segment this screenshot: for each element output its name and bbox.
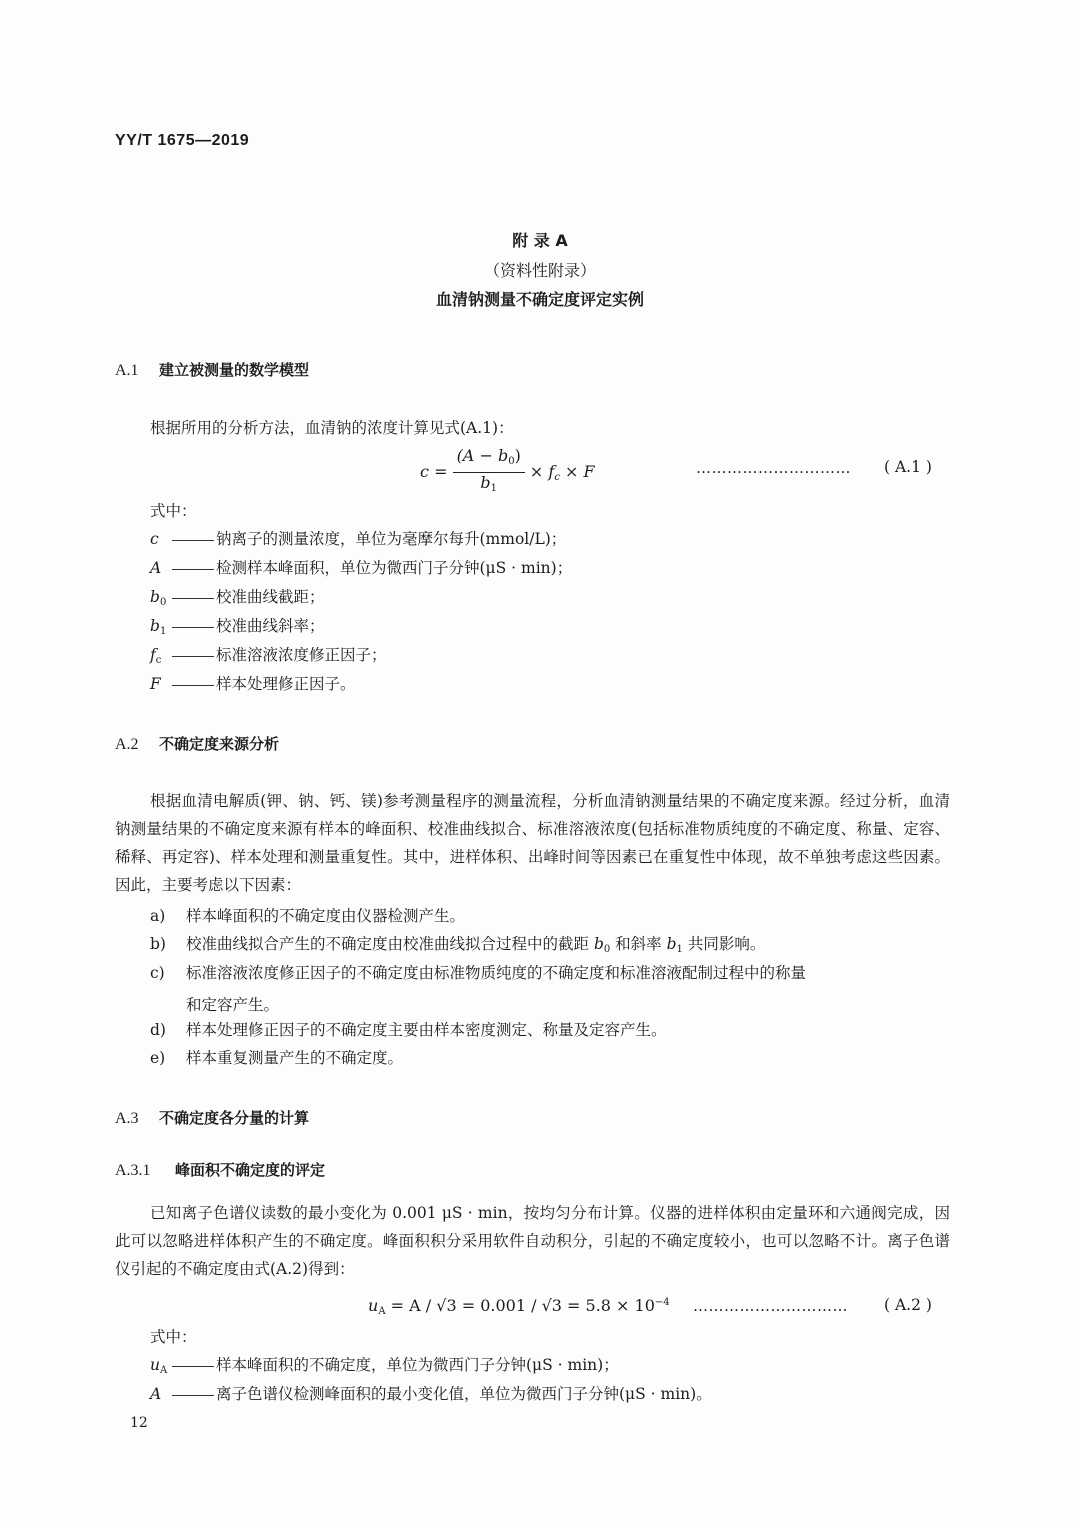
list-item-a [150,902,950,930]
em-dash [172,685,214,686]
subsection-paragraph: 已知离子色谱仪读数的最小变化为 0.001 μS · min，按均匀分布计算。仪器的进样体积由定量环和六通阀完成，因此可以忽略进样体积产生的不确定度。峰面积积分采用软件自动积分，引起的不确定度较小，也可以忽略不计。离子色谱仪引起的不确定度由式(A.2)得到： [115,1204,950,1278]
section-title: 不确定度各分量的计算 [159,1109,310,1127]
variable-description: 样本处理修正因子。 [216,675,356,693]
page-number: 12 [130,1415,148,1431]
section-number: A.3 [115,1110,139,1127]
variable-description: 检测样本峰面积，单位为微西门子分钟(μS · min)； [216,559,573,577]
variable-description: 钠离子的测量浓度，单位为毫摩尔每升(mmol/L)； [216,530,567,548]
list-text: 样本重复测量产生的不确定度。 [186,1049,404,1067]
em-dash [172,540,214,541]
variable-definition [150,614,325,637]
where-label: 式中： [150,502,197,520]
eq-equals: = [434,462,448,481]
standard-number: YY/T 1675—2019 [115,132,250,149]
eq-u: u [368,1296,379,1315]
variable-description: 校准曲线斜率； [216,617,325,635]
list-text: 校准曲线拟合产生的不确定度由校准曲线拟合过程中的截距 [186,935,594,953]
subsection-number: A.3.1 [115,1162,151,1179]
variable-symbol: F [150,675,161,693]
variable-symbol: c [150,530,159,548]
em-dash [172,627,214,628]
section-heading-a2 [115,733,279,754]
appendix-subtitle: （资料性附录） [483,261,596,280]
variable-definition [150,1353,619,1376]
eq-numerator: (A − b [456,446,509,465]
list-label: a) [150,907,166,925]
equation-label: ( A.2 ) [884,1296,932,1314]
section-number: A.1 [115,362,139,379]
variable-description: 校准曲线截距； [216,588,325,606]
section-title: 建立被测量的数学模型 [159,361,310,379]
eq-fraction [453,446,525,499]
em-dash [172,1366,214,1367]
eq-factor-f: × F [565,462,595,481]
equation-a1 [420,446,595,499]
em-dash [172,1395,214,1396]
equation-a2 [368,1296,670,1317]
list-item-b: b) 校准曲线拟合产生的不确定度由校准曲线拟合过程中的截距 $b_0$ 和斜率 $b_1$ 共同影响。 [150,930,950,964]
subsection-title: 峰面积不确定度的评定 [175,1161,326,1179]
variable-symbol: $b_0$ [150,588,167,608]
list-text: 样本峰面积的不确定度由仪器检测产生。 [186,907,466,925]
list-text-end: 共同影响。 [682,935,766,953]
list-item-c-continued: 和定容产生。 [186,996,280,1014]
eq-numerator-end: ) [514,446,521,465]
equation-leader-dots: ………………………… [693,1297,848,1315]
eq-factor-fc: × f [529,462,555,481]
variable-definition [150,556,572,578]
appendix-name: 血清钠测量不确定度评定实例 [435,290,644,309]
list-item-d [150,1016,950,1044]
em-dash [172,569,214,570]
variable-definition [150,672,356,694]
eq-lhs: c [420,462,429,481]
variable-definition [150,643,387,666]
equation-label: ( A.1 ) [884,458,932,476]
variable-symbol: A [150,1385,162,1403]
variable-symbol: $u_A$ [150,1356,168,1376]
variable-symbol: $b_1$ [150,617,167,637]
eq-denominator-sub: 1 [490,483,497,494]
equation-leader-dots: ………………………… [696,459,851,477]
em-dash [172,598,214,599]
eq-numerator-sub: 0 [508,456,515,467]
section-heading-a3 [115,1107,309,1128]
variable-definition [150,1382,712,1404]
subsection-heading-a31 [115,1159,325,1180]
eq-u-sub: A [378,1306,386,1317]
section-title: 不确定度来源分析 [159,735,280,753]
list-text: 标准溶液浓度修正因子的不确定度由标准物质纯度的不确定度和标准溶液配制过程中的称量 [186,964,807,982]
list-label: d) [150,1021,166,1039]
variable-description: 样本峰面积的不确定度，单位为微西门子分钟(μS · min)； [216,1356,619,1374]
section-number: A.2 [115,736,139,753]
variable-description: 离子色谱仪检测峰面积的最小变化值，单位为微西门子分钟(μS · min)。 [216,1385,712,1403]
eq-body: = A / √3 = 0.001 / √3 = 5.8 × 10 [385,1296,655,1315]
variable-description: 标准溶液浓度修正因子； [216,646,387,664]
list-label: e) [150,1049,166,1067]
list-text: 样本处理修正因子的不确定度主要由样本密度测定、称量及定容产生。 [186,1021,667,1039]
eq-factor-fc-sub: c [554,472,560,483]
appendix-title: 附 录 A [512,231,568,250]
section-paragraph: 根据血清电解质(钾、钠、钙、镁)参考测量程序的测量流程，分析血清钠测量结果的不确定度来源。经过分析，血清钠测量结果的不确定度来源有样本的峰面积、校准曲线拟合、标准溶液浓度(包括标准物质纯度的不确定度、称量、定容、稀释、再定容)、样本处理和测量重复性。其中，进样体积、出峰时间等因素已在重复性中体现，故不单独考虑这些因素。因此，主要考虑以下因素： [115,792,950,894]
where-label: 式中： [150,1328,197,1346]
list-text-mid: 和斜率 [610,935,667,953]
eq-denominator: b [480,473,491,492]
list-label: b) [150,935,166,953]
variable-symbol: $f_c$ [150,646,162,666]
variable-definition [150,527,566,549]
section-heading-a1 [115,359,309,380]
list-item-c [150,959,950,987]
list-item-e [150,1044,950,1072]
eq-exponent: −4 [654,1297,670,1308]
em-dash [172,656,214,657]
variable-symbol: A [150,559,162,577]
list-label: c) [150,964,165,982]
variable-definition [150,585,325,608]
section-intro: 根据所用的分析方法，血清钠的浓度计算见式(A.1)： [150,419,514,437]
